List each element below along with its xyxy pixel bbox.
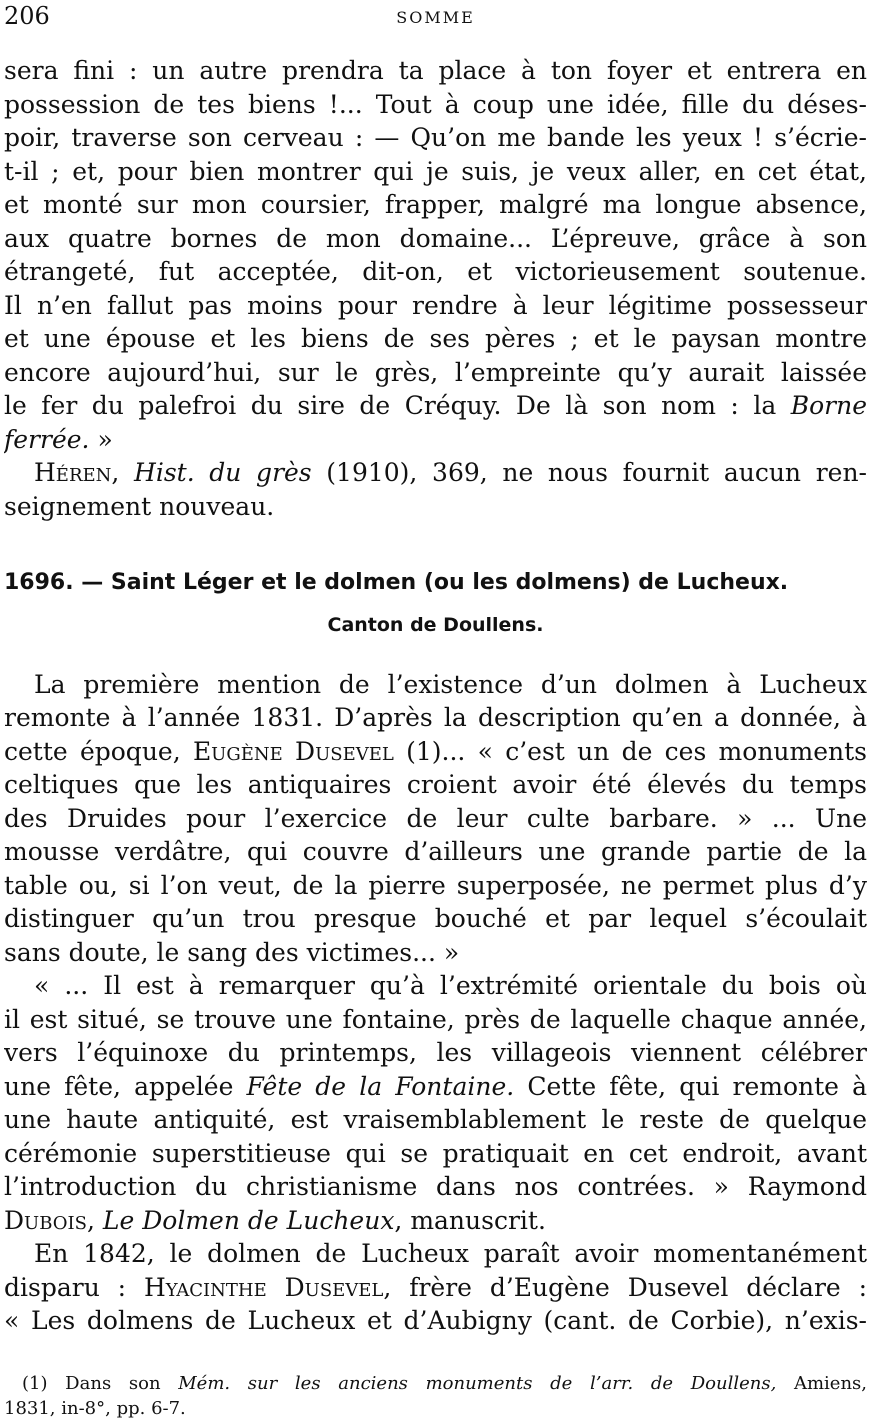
line-text: une fête, appelée: [4, 1072, 247, 1101]
italic-term: ferrée.: [4, 425, 90, 454]
author-name: Hyacinthe Dusevel: [143, 1273, 384, 1302]
footnote-text: Dans son: [47, 1373, 179, 1394]
italic-term: Fête de la Fontaine.: [246, 1072, 515, 1101]
text-line: [4, 1070, 867, 1104]
text-line: [4, 1204, 867, 1238]
text-line: et monté sur mon coursier, frapper, malgré ma longue absence,: [4, 190, 867, 219]
italic-term: Borne: [790, 391, 867, 420]
line-text: »: [89, 425, 113, 454]
text-line: cérémonie superstitieuse qui se pratiquait en cet endroit, avant: [4, 1139, 867, 1168]
work-title: Hist. du grès: [134, 458, 312, 487]
text-line: vers l’équinoxe du printemps, les villageois viennent célébrer: [4, 1038, 867, 1067]
text-line: « ... Il est à remarquer qu’à l’extrémité orientale du bois où: [34, 971, 867, 1000]
text-line: [4, 423, 867, 457]
text-line: sans doute, le sang des victimes... »: [4, 938, 460, 967]
line-text: , manuscrit.: [394, 1206, 546, 1235]
line-text: cette époque,: [4, 737, 193, 766]
text-line: Il n’en fallut pas moins pour rendre à leur légitime possesseur: [4, 291, 867, 320]
line-text: (1910), 369, ne nous fournit aucun ren-: [311, 458, 867, 487]
text-line: [4, 1271, 867, 1305]
text-line: une haute antiquité, est vraisemblablement le reste de quelque: [4, 1105, 867, 1134]
author-name: Héren: [34, 458, 112, 487]
author-name: Eugène Dusevel: [192, 737, 394, 766]
author-name: Dubois: [4, 1206, 87, 1235]
text-line: mousse verdâtre, qui couvre d’ailleurs une grande partie de la: [4, 837, 867, 866]
text-line: possession de tes biens !... Tout à coup une idée, fille du déses-: [4, 90, 867, 119]
line-text: ,: [86, 1206, 95, 1235]
text-line: celtiques que les antiquaires croient avoir été élevés du temps: [4, 770, 867, 799]
text-line: des Druides pour l’exercice de leur culte barbare. » ... Une: [4, 804, 867, 833]
text-line: distinguer qu’un trou presque bouché et par lequel s’écoulait: [4, 904, 867, 933]
line-text: Cette fête, qui remonte à: [514, 1072, 867, 1101]
line-text: le fer du palefroi du sire de Créquy. De là son nom : la: [4, 391, 777, 420]
text-line: sera fini : un autre prendra ta place à ton foyer et entrera en: [4, 56, 867, 85]
text-line: l’introduction du christianisme dans nos contrées. » Raymond: [4, 1172, 867, 1201]
text-line: et une épouse et les biens de ses pères ; et le paysan montre: [4, 324, 867, 353]
line-text: disparu :: [4, 1273, 144, 1302]
text-line: table ou, si l’on veut, de la pierre superposée, ne permet plus d’y: [4, 871, 867, 900]
text-line: remonte à l’année 1831. D’après la description qu’en a donnée, à: [4, 703, 867, 732]
footnote-marker: (1): [22, 1373, 48, 1394]
text-line: aux quatre bornes de mon domaine... L’épreuve, grâce à son: [4, 224, 867, 253]
line-text: (1)... « c’est un de ces monuments: [393, 737, 867, 766]
text-line: [4, 735, 867, 769]
text-line: [4, 389, 867, 423]
footnote-line: [22, 1371, 867, 1397]
footnote-title: Mém. sur les anciens monuments de l’arr. de Doullens,: [178, 1373, 777, 1394]
footnote-text: Amiens,: [776, 1373, 867, 1394]
canton-subheading: Canton de Doullens.: [327, 614, 544, 636]
entry-heading: 1696. — Saint Léger et le dolmen (ou les dolmens) de Lucheux.: [4, 570, 789, 595]
text-line: « Les dolmens de Lucheux et d’Aubigny (cant. de Corbie), n’exis-: [4, 1306, 867, 1335]
page-header: [4, 2, 867, 28]
work-title: Le Dolmen de Lucheux: [102, 1206, 395, 1235]
text-line: étrangeté, fut acceptée, dit-on, et victorieusement soutenue.: [4, 257, 867, 286]
page-number: 206: [4, 2, 50, 30]
footnote-line: 1831, in-8°, pp. 6-7.: [4, 1398, 186, 1419]
text-line: poir, traverse son cerveau : — Qu’on me bande les yeux ! s’écrie-: [4, 123, 867, 152]
line-text: ,: [111, 458, 120, 487]
text-line: il est situé, se trouve une fontaine, près de laquelle chaque année,: [4, 1005, 867, 1034]
line-text: , frère d’Eugène Dusevel déclare :: [383, 1273, 867, 1302]
text-line: seignement nouveau.: [4, 492, 275, 521]
text-line: La première mention de l’existence d’un dolmen à Lucheux: [34, 670, 867, 699]
text-line: encore aujourd’hui, sur le grès, l’empreinte qu’y aurait laissée: [4, 358, 867, 387]
running-head: SOMME: [396, 8, 475, 27]
text-line: t-il ; et, pour bien montrer qui je suis, je veux aller, en cet état,: [4, 157, 867, 186]
citation-line: [34, 456, 867, 490]
text-line: En 1842, le dolmen de Lucheux paraît avoir momentanément: [34, 1239, 867, 1268]
